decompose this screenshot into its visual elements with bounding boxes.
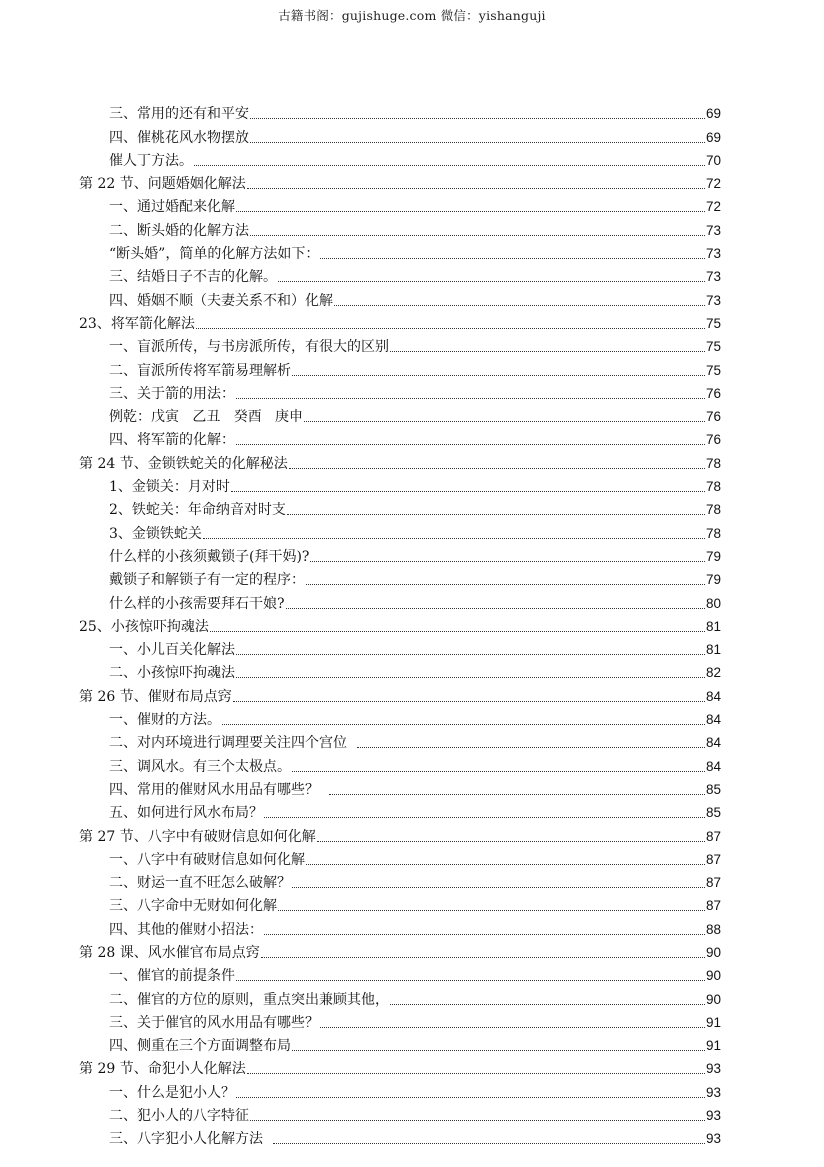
- toc-section-entry[interactable]: [79, 426, 721, 449]
- toc-page-number: 93: [705, 1108, 721, 1124]
- toc-entry-title: 一、通过婚配来化解: [109, 199, 235, 216]
- toc-page-number: 84: [705, 735, 721, 751]
- toc-entry-title: 一、盲派所传，与书房派所传，有很大的区别: [109, 339, 389, 356]
- toc-entry-title: 第 24 节、金锁铁蛇关的化解秘法: [79, 455, 288, 472]
- toc-page-number: 87: [705, 898, 721, 914]
- toc-section-entry[interactable]: [79, 799, 721, 822]
- toc-page-number: 78: [705, 502, 721, 518]
- page-header: 古籍书阁：gujishuge.com 微信：yishanguji: [278, 8, 546, 23]
- toc-section-entry[interactable]: [79, 869, 721, 892]
- toc-section-entry[interactable]: [79, 403, 721, 426]
- toc-chapter-entry[interactable]: [79, 1055, 721, 1078]
- toc-entry-title: 一、催官的前提条件: [109, 968, 235, 985]
- toc-section-entry[interactable]: [79, 1102, 721, 1125]
- toc-entry-title: 四、将军箭的化解：: [109, 432, 235, 449]
- toc-entry-title: 四、侧重在三个方面调整布局: [109, 1038, 291, 1055]
- toc-page-number: 69: [705, 106, 721, 122]
- toc-page-number: 91: [705, 1038, 721, 1054]
- toc-section-entry[interactable]: [79, 240, 721, 263]
- toc-page-number: 85: [705, 781, 721, 797]
- toc-section-entry[interactable]: [79, 892, 721, 915]
- toc-entry-title: 第 22 节、问题婚姻化解法: [79, 176, 246, 193]
- toc-entry-title: 四、常用的催财风水用品有哪些？: [109, 781, 328, 798]
- toc-section-entry[interactable]: [79, 566, 721, 589]
- toc-page-number: 78: [705, 455, 721, 471]
- toc-page-number: 73: [705, 222, 721, 238]
- toc-section-entry[interactable]: [79, 729, 721, 752]
- toc-entry-title: 二、催官的方位的原则，重点突出兼顾其他，: [109, 991, 389, 1008]
- toc-dot-leader: [247, 1073, 705, 1074]
- toc-section-entry[interactable]: [79, 706, 721, 729]
- toc-section-entry[interactable]: [79, 543, 721, 566]
- toc-chapter-entry[interactable]: [79, 613, 721, 636]
- table-of-contents: [79, 100, 721, 1148]
- toc-section-entry[interactable]: [79, 1078, 721, 1101]
- toc-page-number: 84: [705, 758, 721, 774]
- toc-entry-title: 25、小孩惊吓拘魂法: [79, 618, 209, 635]
- toc-page-number: 87: [705, 875, 721, 891]
- toc-section-entry[interactable]: [79, 333, 721, 356]
- toc-dot-leader: [317, 841, 705, 842]
- toc-dot-leader: [250, 142, 705, 143]
- toc-page-number: 79: [705, 548, 721, 564]
- toc-dot-leader: [320, 1027, 705, 1028]
- toc-dot-leader: [236, 211, 705, 212]
- toc-dot-leader: [390, 351, 705, 352]
- toc-dot-leader: [278, 910, 705, 911]
- toc-dot-leader: [231, 491, 705, 492]
- toc-page-number: 76: [705, 409, 721, 425]
- toc-page-number: 90: [705, 944, 721, 960]
- toc-entry-title: 催人丁方法。: [109, 152, 193, 169]
- toc-dot-leader: [334, 305, 705, 306]
- toc-dot-leader: [203, 538, 705, 539]
- toc-section-entry[interactable]: [79, 1009, 721, 1032]
- toc-entry-title: 2、铁蛇关：年命纳音对时支: [109, 502, 286, 519]
- toc-entry-title: 例乾：戊寅 乙丑 癸酉 庚申: [109, 409, 304, 426]
- toc-entry-title: 第 29 节、命犯小人化解法: [79, 1061, 246, 1078]
- toc-entry-title: 23、将军箭化解法: [79, 315, 195, 332]
- toc-section-entry[interactable]: [79, 263, 721, 286]
- toc-section-entry[interactable]: [79, 776, 721, 799]
- toc-section-entry[interactable]: [79, 496, 721, 519]
- toc-section-entry[interactable]: [79, 846, 721, 869]
- toc-page-number: 73: [705, 246, 721, 262]
- toc-dot-leader: [250, 118, 705, 119]
- toc-page-number: 75: [705, 362, 721, 378]
- toc-page-number: 91: [705, 1014, 721, 1030]
- toc-dot-leader: [390, 1004, 705, 1005]
- toc-section-entry[interactable]: [79, 752, 721, 775]
- toc-entry-title: 四、催桃花风水物摆放: [109, 129, 249, 146]
- toc-dot-leader: [320, 258, 705, 259]
- toc-page-number: 84: [705, 712, 721, 728]
- toc-chapter-entry[interactable]: [79, 170, 721, 193]
- toc-dot-leader: [236, 444, 705, 445]
- toc-entry-title: 一、八字中有破财信息如何化解: [109, 851, 305, 868]
- toc-page-number: 70: [705, 152, 721, 168]
- toc-entry-title: 二、盲派所传将军箭易理解析: [109, 362, 291, 379]
- toc-entry-title: 二、对内环境进行调理要关注四个宫位: [109, 735, 356, 752]
- toc-page-number: 90: [705, 968, 721, 984]
- toc-section-entry[interactable]: [79, 589, 721, 612]
- toc-entry-title: 第 27 节、八字中有破财信息如何化解: [79, 828, 316, 845]
- toc-page-number: 73: [705, 269, 721, 285]
- toc-entry-title: 三、八字命中无财如何化解: [109, 898, 277, 915]
- toc-page-number: 81: [705, 618, 721, 634]
- toc-dot-leader: [289, 468, 705, 469]
- toc-section-entry[interactable]: [79, 1125, 721, 1148]
- toc-page-number: 79: [705, 572, 721, 588]
- toc-page-number: 81: [705, 642, 721, 658]
- toc-dot-leader: [236, 677, 705, 678]
- toc-dot-leader: [236, 654, 705, 655]
- toc-page-number: 85: [705, 805, 721, 821]
- toc-section-entry[interactable]: [79, 147, 721, 170]
- toc-chapter-entry[interactable]: [79, 939, 721, 962]
- toc-entry-title: “断头婚”，简单的化解方法如下：: [109, 246, 320, 263]
- toc-section-entry[interactable]: [79, 519, 721, 542]
- toc-dot-leader: [304, 421, 705, 422]
- toc-entry-title: 什么样的小孩需要拜石干娘?: [109, 595, 285, 612]
- toc-dot-leader: [357, 747, 705, 748]
- toc-dot-leader: [222, 724, 705, 725]
- toc-page-number: 72: [705, 199, 721, 215]
- toc-section-entry[interactable]: [79, 985, 721, 1008]
- toc-section-entry[interactable]: [79, 193, 721, 216]
- toc-dot-leader: [264, 817, 705, 818]
- toc-entry-title: 戴锁子和解锁子有一定的程序：: [109, 572, 305, 589]
- toc-entry-title: 三、关于箭的用法：: [109, 385, 235, 402]
- toc-entry-title: 三、关于催官的风水用品有哪些？: [109, 1014, 319, 1031]
- toc-entry-title: 二、小孩惊吓拘魂法: [109, 665, 235, 682]
- toc-entry-title: 1、金锁关：月对时: [109, 479, 230, 496]
- toc-page-number: 73: [705, 292, 721, 308]
- toc-entry-title: 三、调风水。有三个太极点。: [109, 758, 291, 775]
- toc-page-number: 75: [705, 339, 721, 355]
- toc-dot-leader: [273, 1143, 705, 1144]
- toc-section-entry[interactable]: [79, 1032, 721, 1055]
- toc-dot-leader: [286, 608, 705, 609]
- toc-dot-leader: [236, 398, 705, 399]
- toc-page-number: 88: [705, 921, 721, 937]
- toc-dot-leader: [250, 1120, 705, 1121]
- toc-section-entry[interactable]: [79, 636, 721, 659]
- toc-section-entry[interactable]: [79, 356, 721, 379]
- toc-entry-title: 一、小儿百关化解法: [109, 642, 235, 659]
- toc-dot-leader: [247, 188, 705, 189]
- toc-page-number: 80: [705, 595, 721, 611]
- toc-chapter-entry[interactable]: [79, 682, 721, 705]
- toc-entry-title: 三、常用的还有和平安: [109, 106, 249, 123]
- toc-section-entry[interactable]: [79, 100, 721, 123]
- toc-page-number: 93: [705, 1061, 721, 1077]
- toc-page-number: 93: [705, 1131, 721, 1147]
- toc-section-entry[interactable]: [79, 216, 721, 239]
- toc-entry-title: 二、断头婚的化解方法: [109, 222, 249, 239]
- toc-entry-title: 3、金锁铁蛇关: [109, 525, 202, 542]
- toc-dot-leader: [261, 957, 705, 958]
- toc-entry-title: 二、犯小人的八字特征: [109, 1108, 249, 1125]
- toc-dot-leader: [306, 584, 705, 585]
- toc-dot-leader: [264, 934, 705, 935]
- toc-entry-title: 什么样的小孩须戴锁子(拜干妈)?: [109, 548, 310, 565]
- toc-chapter-entry[interactable]: [79, 310, 721, 333]
- toc-entry-title: 四、婚姻不顺（夫妻关系不和）化解: [109, 292, 333, 309]
- toc-entry-title: 一、催财的方法。: [109, 712, 221, 729]
- toc-dot-leader: [210, 631, 705, 632]
- toc-dot-leader: [196, 328, 705, 329]
- toc-dot-leader: [310, 561, 705, 562]
- toc-entry-title: 三、结婚日子不吉的化解。: [109, 269, 277, 286]
- toc-chapter-entry[interactable]: [79, 449, 721, 472]
- toc-section-entry[interactable]: [79, 380, 721, 403]
- toc-dot-leader: [292, 771, 705, 772]
- toc-page-number: 72: [705, 176, 721, 192]
- toc-dot-leader: [250, 235, 705, 236]
- toc-section-entry[interactable]: [79, 473, 721, 496]
- toc-dot-leader: [306, 864, 705, 865]
- toc-dot-leader: [287, 514, 705, 515]
- toc-section-entry[interactable]: [79, 962, 721, 985]
- toc-dot-leader: [292, 887, 705, 888]
- toc-page-number: 69: [705, 129, 721, 145]
- toc-dot-leader: [329, 794, 705, 795]
- toc-dot-leader: [292, 375, 705, 376]
- toc-page-number: 84: [705, 688, 721, 704]
- toc-entry-title: 三、八字犯小人化解方法: [109, 1131, 272, 1148]
- toc-section-entry[interactable]: [79, 915, 721, 938]
- toc-page-number: 90: [705, 991, 721, 1007]
- toc-chapter-entry[interactable]: [79, 822, 721, 845]
- toc-section-entry[interactable]: [79, 123, 721, 146]
- toc-dot-leader: [236, 980, 705, 981]
- toc-entry-title: 二、财运一直不旺怎么破解？: [109, 875, 291, 892]
- toc-dot-leader: [236, 1097, 705, 1098]
- toc-entry-title: 四、其他的催财小招法：: [109, 921, 263, 938]
- toc-dot-leader: [194, 165, 705, 166]
- toc-entry-title: 五、如何进行风水布局？: [109, 805, 263, 822]
- toc-entry-title: 第 28 课、风水催官布局点窍: [79, 944, 260, 961]
- toc-page-number: 93: [705, 1084, 721, 1100]
- toc-section-entry[interactable]: [79, 286, 721, 309]
- toc-dot-leader: [278, 281, 705, 282]
- toc-page-number: 82: [705, 665, 721, 681]
- toc-page-number: 75: [705, 315, 721, 331]
- toc-page-number: 87: [705, 851, 721, 867]
- toc-page-number: 87: [705, 828, 721, 844]
- toc-page-number: 76: [705, 385, 721, 401]
- toc-section-entry[interactable]: [79, 659, 721, 682]
- toc-page-number: 78: [705, 479, 721, 495]
- toc-dot-leader: [292, 1050, 705, 1051]
- toc-page-number: 78: [705, 525, 721, 541]
- toc-dot-leader: [233, 701, 705, 702]
- toc-entry-title: 第 26 节、催财布局点窍: [79, 688, 232, 705]
- toc-page-number: 76: [705, 432, 721, 448]
- toc-entry-title: 一、什么是犯小人？: [109, 1084, 235, 1101]
